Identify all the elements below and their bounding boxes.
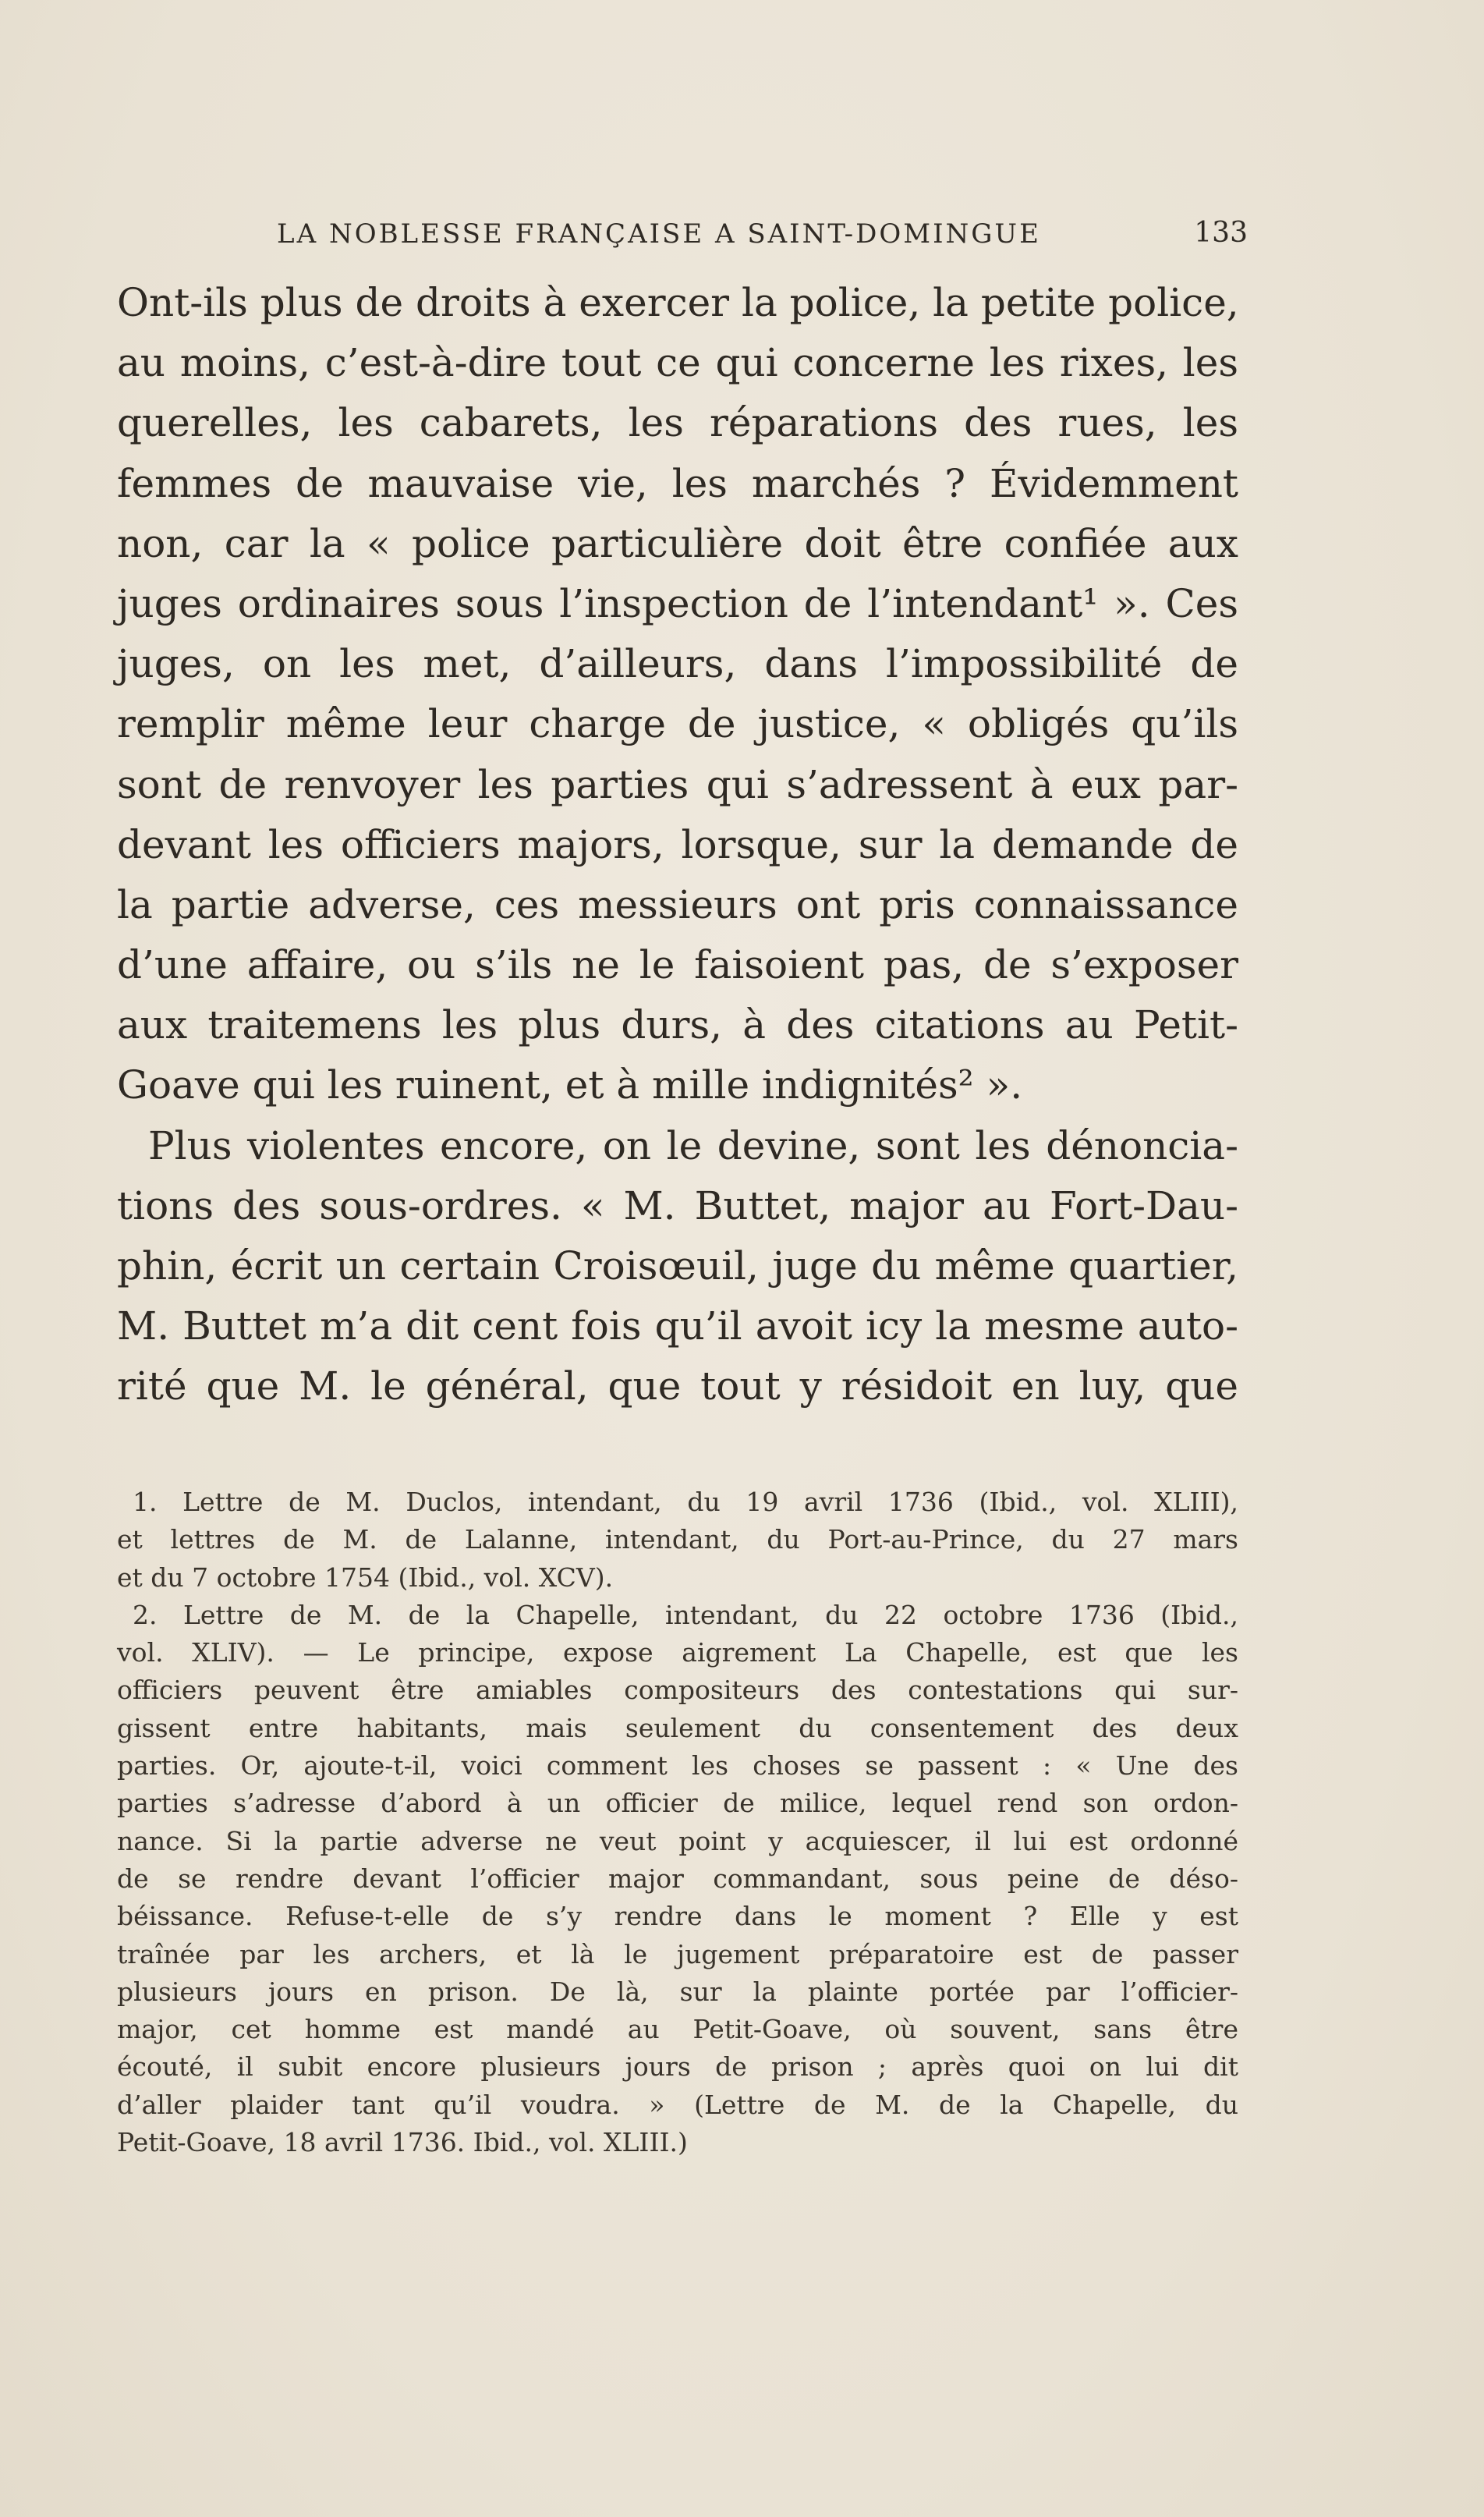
footnote-line: de se rendre devant l’officier major commandant, sous peine de déso- — [117, 1863, 1238, 1894]
text-line: d’une affaire, ou s’ils ne le faisoient pas, de s’exposer — [117, 942, 1238, 988]
text-line: la partie adverse, ces messieurs ont pris connaissance — [117, 881, 1238, 927]
footnotes — [117, 1484, 1238, 2161]
footnote-line: nance. Si la partie adverse ne veut point y acquiescer, il lui est ordonné — [117, 1825, 1238, 1856]
footnote-line: béissance. Refuse-t-elle de s’y rendre dans le moment ? Elle y est — [117, 1901, 1238, 1932]
text-line: Ont-ils plus de droits à exercer la police, la petite police, — [117, 280, 1239, 325]
footnote-line: 2. Lettre de M. de la Chapelle, intendant, du 22 octobre 1736 (Ibid., — [133, 1599, 1238, 1630]
text-line: M. Buttet m’a dit cent fois qu’il avoit icy la mesme auto- — [117, 1303, 1238, 1349]
footnote-line: 1. Lettre de M. Duclos, intendant, du 19 avril 1736 (Ibid., vol. XLIII), — [133, 1487, 1238, 1517]
footnote-line: d’aller plaider tant qu’il voudra. » (Lettre de M. de la Chapelle, du — [117, 2089, 1238, 2120]
text-line: Goave qui les ruinent, et à mille indignités² ». — [117, 1062, 1023, 1108]
main-text — [117, 273, 1238, 1417]
footnote-line: et lettres de M. de Lalanne, intendant, du Port-au-Prince, du 27 mars — [117, 1524, 1238, 1555]
footnote-line: gissent entre habitants, mais seulement du consentement des deux — [117, 1712, 1238, 1743]
footnote-line: traînée par les archers, et là le jugement préparatoire est de passer — [117, 1938, 1238, 1969]
text-line: juges ordinaires sous l’inspection de l’intendant¹ ». Ces — [117, 580, 1238, 626]
page-header — [117, 212, 1248, 259]
footnote-line: Petit-Goave, 18 avril 1736. Ibid., vol. XLIII.) — [117, 2127, 688, 2158]
text-line: Plus violentes encore, on le devine, sont les dénoncia- — [148, 1122, 1238, 1168]
footnote-line: écouté, il subit encore plusieurs jours de prison ; après quoi on lui dit — [117, 2051, 1238, 2083]
text-line: sont de renvoyer les parties qui s’adressent à eux par- — [117, 761, 1238, 807]
text-line: au moins, c’est-à-dire tout ce qui concerne les rixes, les — [117, 340, 1238, 386]
footnote-line: major, cet homme est mandé au Petit-Goave, où souvent, sans être — [117, 2014, 1238, 2045]
text-line: rité que M. le général, que tout y résidoit en luy, que — [117, 1363, 1238, 1409]
text-line: devant les officiers majors, lorsque, sur la demande de — [117, 821, 1238, 867]
footnote-line: vol. XLIV). — Le principe, expose aigrement La Chapelle, est que les — [117, 1637, 1238, 1668]
text-line: juges, on les met, d’ailleurs, dans l’impossibilité de — [117, 641, 1238, 687]
text-line: aux traitemens les plus durs, à des citations au Petit- — [117, 1002, 1238, 1048]
running-title: LA NOBLESSE FRANÇAISE A SAINT-DOMINGUE — [277, 218, 1041, 250]
footnote-line: plusieurs jours en prison. De là, sur la plainte portée par l’officier- — [117, 1976, 1238, 2007]
page-number: 133 — [1194, 217, 1248, 249]
text-line: phin, écrit un certain Croisœuil, juge du même quartier, — [117, 1243, 1238, 1289]
footnote-line: officiers peuvent être amiables compositeurs des contestations qui sur- — [117, 1675, 1238, 1706]
text-line: querelles, les cabarets, les réparations des rues, les — [117, 400, 1238, 446]
text-line: remplir même leur charge de justice, « obligés qu’ils — [117, 701, 1238, 747]
text-line: femmes de mauvaise vie, les marchés ? Évidemment — [117, 460, 1238, 506]
footnote-line: parties. Or, ajoute-t-il, voici comment les choses se passent : « Une des — [117, 1750, 1238, 1781]
footnote-line: parties s’adresse d’abord à un officier de milice, lequel rend son ordon- — [117, 1788, 1238, 1819]
footnote-line: et du 7 octobre 1754 (Ibid., vol. XCV). — [117, 1562, 614, 1593]
text-line: non, car la « police particulière doit être confiée aux — [117, 520, 1238, 566]
text-line: tions des sous-ordres. « M. Buttet, major au Fort-Dau- — [117, 1182, 1238, 1228]
